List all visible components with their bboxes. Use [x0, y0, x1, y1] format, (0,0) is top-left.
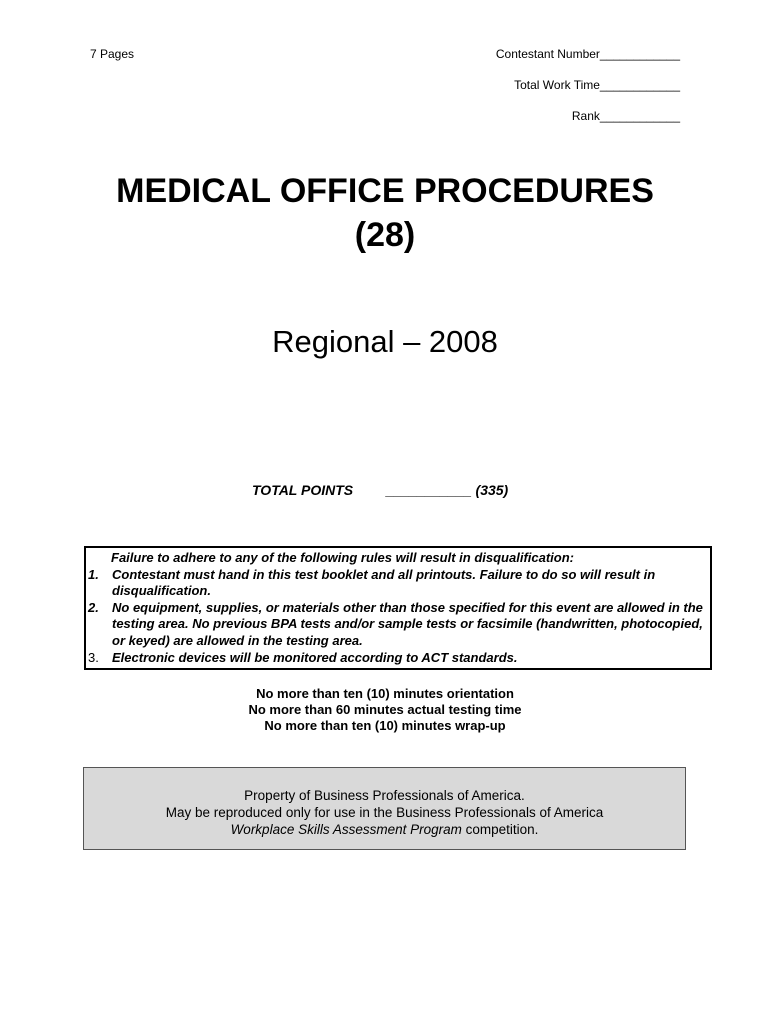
rule-text: No equipment, supplies, or materials other than those specified for this event are allowed in the testing area. No previous BPA tests and/or sample tests or facsimile (handwritten, photocopied, or keyed) are allowed in the testing area.: [112, 599, 703, 648]
property-line-2: May be reproduced only for use in the Business Professionals of America: [165, 805, 604, 820]
rule-number: 3.: [88, 649, 99, 665]
property-line-3-rest: competition.: [461, 822, 539, 837]
testing-time: No more than 60 minutes actual testing time: [248, 702, 522, 717]
program-name: Workplace Skills Assessment Program: [230, 822, 462, 837]
page-count: 7 Pages: [90, 47, 135, 61]
rule-item: [86, 600, 706, 650]
rule-number: 2.: [88, 599, 99, 615]
rule-number: 1.: [88, 566, 99, 582]
rule-text: Electronic devices will be monitored according to ACT standards.: [112, 649, 518, 665]
property-notice-box: [83, 767, 686, 850]
time-limits: [0, 686, 770, 734]
property-line-1: Property of Business Professionals of America.: [244, 788, 525, 803]
rules-intro: Failure to adhere to any of the following rules will result in disqualification:: [111, 550, 574, 565]
document-subtitle: Regional – 2008: [272, 324, 498, 359]
rules-list: [88, 566, 706, 667]
document-title: MEDICAL OFFICE PROCEDURES: [116, 172, 654, 210]
total-points-label: TOTAL POINTS: [252, 482, 354, 498]
orientation-time: No more than ten (10) minutes orientation: [256, 686, 514, 701]
property-line-3: [84, 821, 685, 838]
rule-item: [86, 650, 706, 667]
contestant-number-field: Contestant Number____________: [495, 47, 680, 61]
total-points-value: ___________ (335): [386, 482, 509, 498]
rule-item: [86, 567, 706, 600]
rank-field: Rank____________: [571, 109, 680, 123]
event-code: (28): [354, 216, 416, 254]
total-work-time-field: Total Work Time____________: [514, 78, 680, 92]
rule-text: Contestant must hand in this test booklet and all printouts. Failure to do so will result in disqualification.: [112, 566, 656, 599]
rules-box: [84, 546, 712, 670]
wrapup-time: No more than ten (10) minutes wrap-up: [264, 718, 506, 733]
